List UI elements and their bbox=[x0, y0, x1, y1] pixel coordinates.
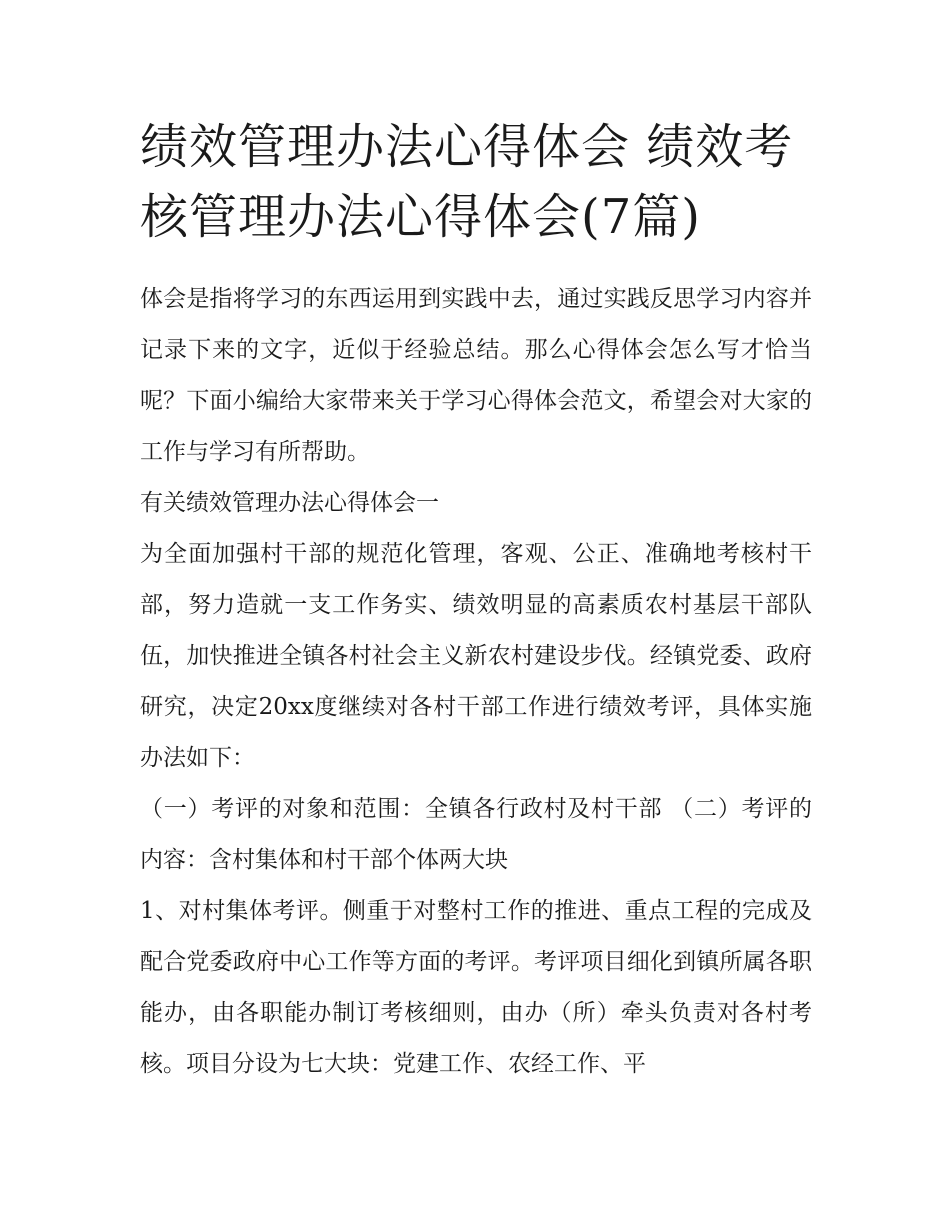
document-page bbox=[140, 112, 812, 1090]
item-paragraph: 1、对村集体考评。侧重于对整村工作的推进、重点工程的完成及配合党委政府中心工作等方面的考评。考评项目细化到镇所属各职能办，由各职能办制订考核细则，由办（所）牵头负责对各村考核。项目分设为七大块：党建工作、农经工作、平 bbox=[140, 898, 812, 1077]
section-heading: 有关绩效管理办法心得体会一 bbox=[140, 490, 439, 516]
scope-paragraph: （一）考评的对象和范围：全镇各行政村及村干部 （二）考评的内容：含村集体和村干部个体两大块 bbox=[140, 796, 812, 873]
intro-paragraph: 体会是指将学习的东西运用到实践中去，通过实践反思学习内容并记录下来的文字，近似于经验总结。那么心得体会怎么写才恰当呢？下面小编给大家带来关于学习心得体会范文，希望会对大家的工作与学习有所帮助。 bbox=[140, 286, 812, 465]
body-paragraph: 为全面加强村干部的规范化管理，客观、公正、准确地考核村干部，努力造就一支工作务实、绩效明显的高素质农村基层干部队伍，加快推进全镇各村社会主义新农村建设步伐。经镇党委、政府研究，决定20xx度继续对各村干部工作进行绩效考评，具体实施办法如下： bbox=[140, 541, 812, 771]
document-body bbox=[140, 274, 812, 1090]
document-title: 绩效管理办法心得体会 绩效考核管理办法心得体会(7篇) bbox=[140, 119, 794, 245]
